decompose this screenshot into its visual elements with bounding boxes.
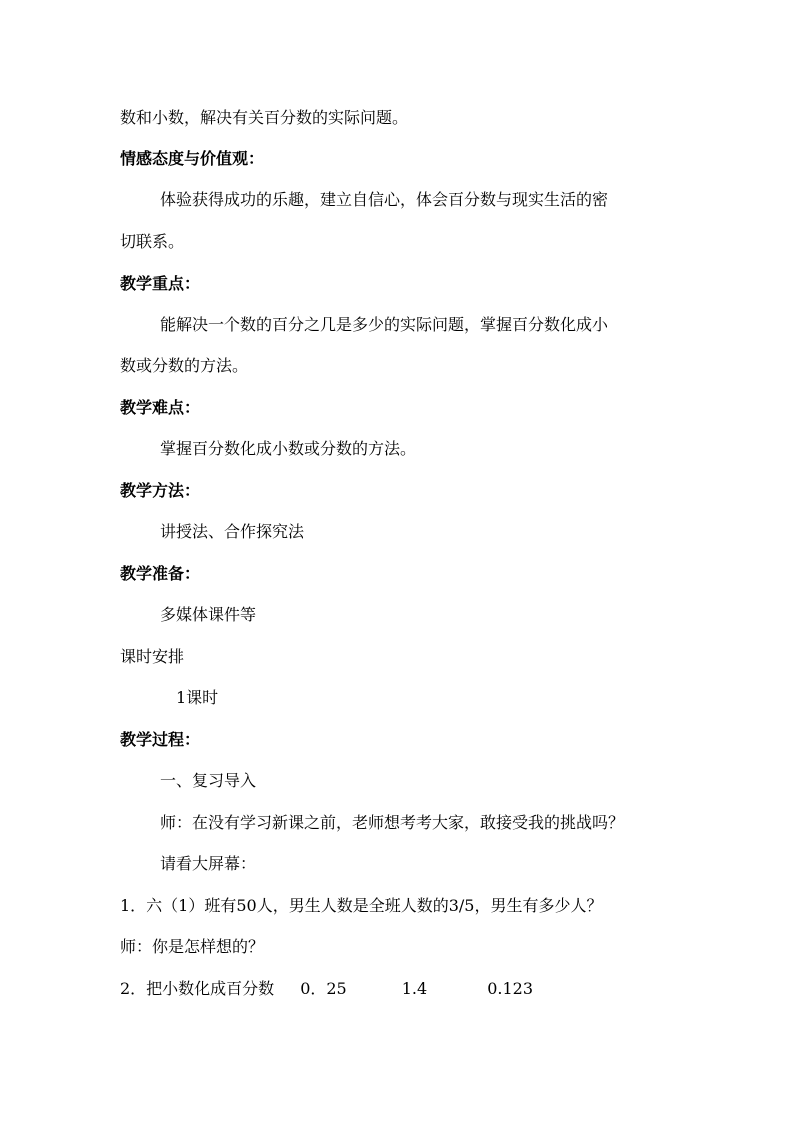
question-2-value: 0.123 bbox=[487, 979, 533, 998]
emotion-text-line-1: 体验获得成功的乐趣，建立自信心，体会百分数与现实生活的密 bbox=[160, 190, 609, 209]
schedule-heading: 课时安排 bbox=[120, 647, 185, 666]
emotion-heading: 情感态度与价值观： bbox=[120, 149, 265, 168]
question-2-row bbox=[120, 979, 533, 999]
section-one-title: 一、复习导入 bbox=[160, 771, 257, 790]
key-points-text-line-1: 能解决一个数的百分之几是多少的实际问题，掌握百分数化成小 bbox=[160, 315, 609, 334]
see-screen-text: 请看大屏幕： bbox=[160, 854, 257, 873]
process-heading: 教学过程： bbox=[120, 730, 201, 749]
preparation-heading: 教学准备： bbox=[120, 564, 201, 583]
method-heading: 教学方法： bbox=[120, 481, 201, 500]
key-points-heading: 教学重点： bbox=[120, 274, 201, 293]
teacher-ask-text: 师：你是怎样想的？ bbox=[120, 937, 265, 956]
difficulty-heading: 教学难点： bbox=[120, 398, 201, 417]
goal-continued-text: 数和小数，解决有关百分数的实际问题。 bbox=[120, 108, 409, 127]
schedule-text: 1课时 bbox=[176, 688, 219, 707]
question-2-value: 0．25 bbox=[300, 979, 347, 998]
preparation-text: 多媒体课件等 bbox=[160, 605, 257, 624]
key-points-text-line-2: 数或分数的方法。 bbox=[120, 356, 249, 375]
emotion-text-line-2: 切联系。 bbox=[120, 232, 185, 251]
difficulty-text: 掌握百分数化成小数或分数的方法。 bbox=[160, 439, 417, 458]
question-2-label: 2．把小数化成百分数 bbox=[120, 979, 275, 998]
question-1-text: 1．六（1）班有50人，男生人数是全班人数的3/5，男生有多少人？ bbox=[120, 896, 603, 915]
method-text: 讲授法、合作探究法 bbox=[160, 522, 305, 541]
question-2-value: 1.4 bbox=[401, 979, 428, 998]
teacher-intro-text: 师：在没有学习新课之前，老师想考考大家，敢接受我的挑战吗？ bbox=[160, 813, 625, 832]
